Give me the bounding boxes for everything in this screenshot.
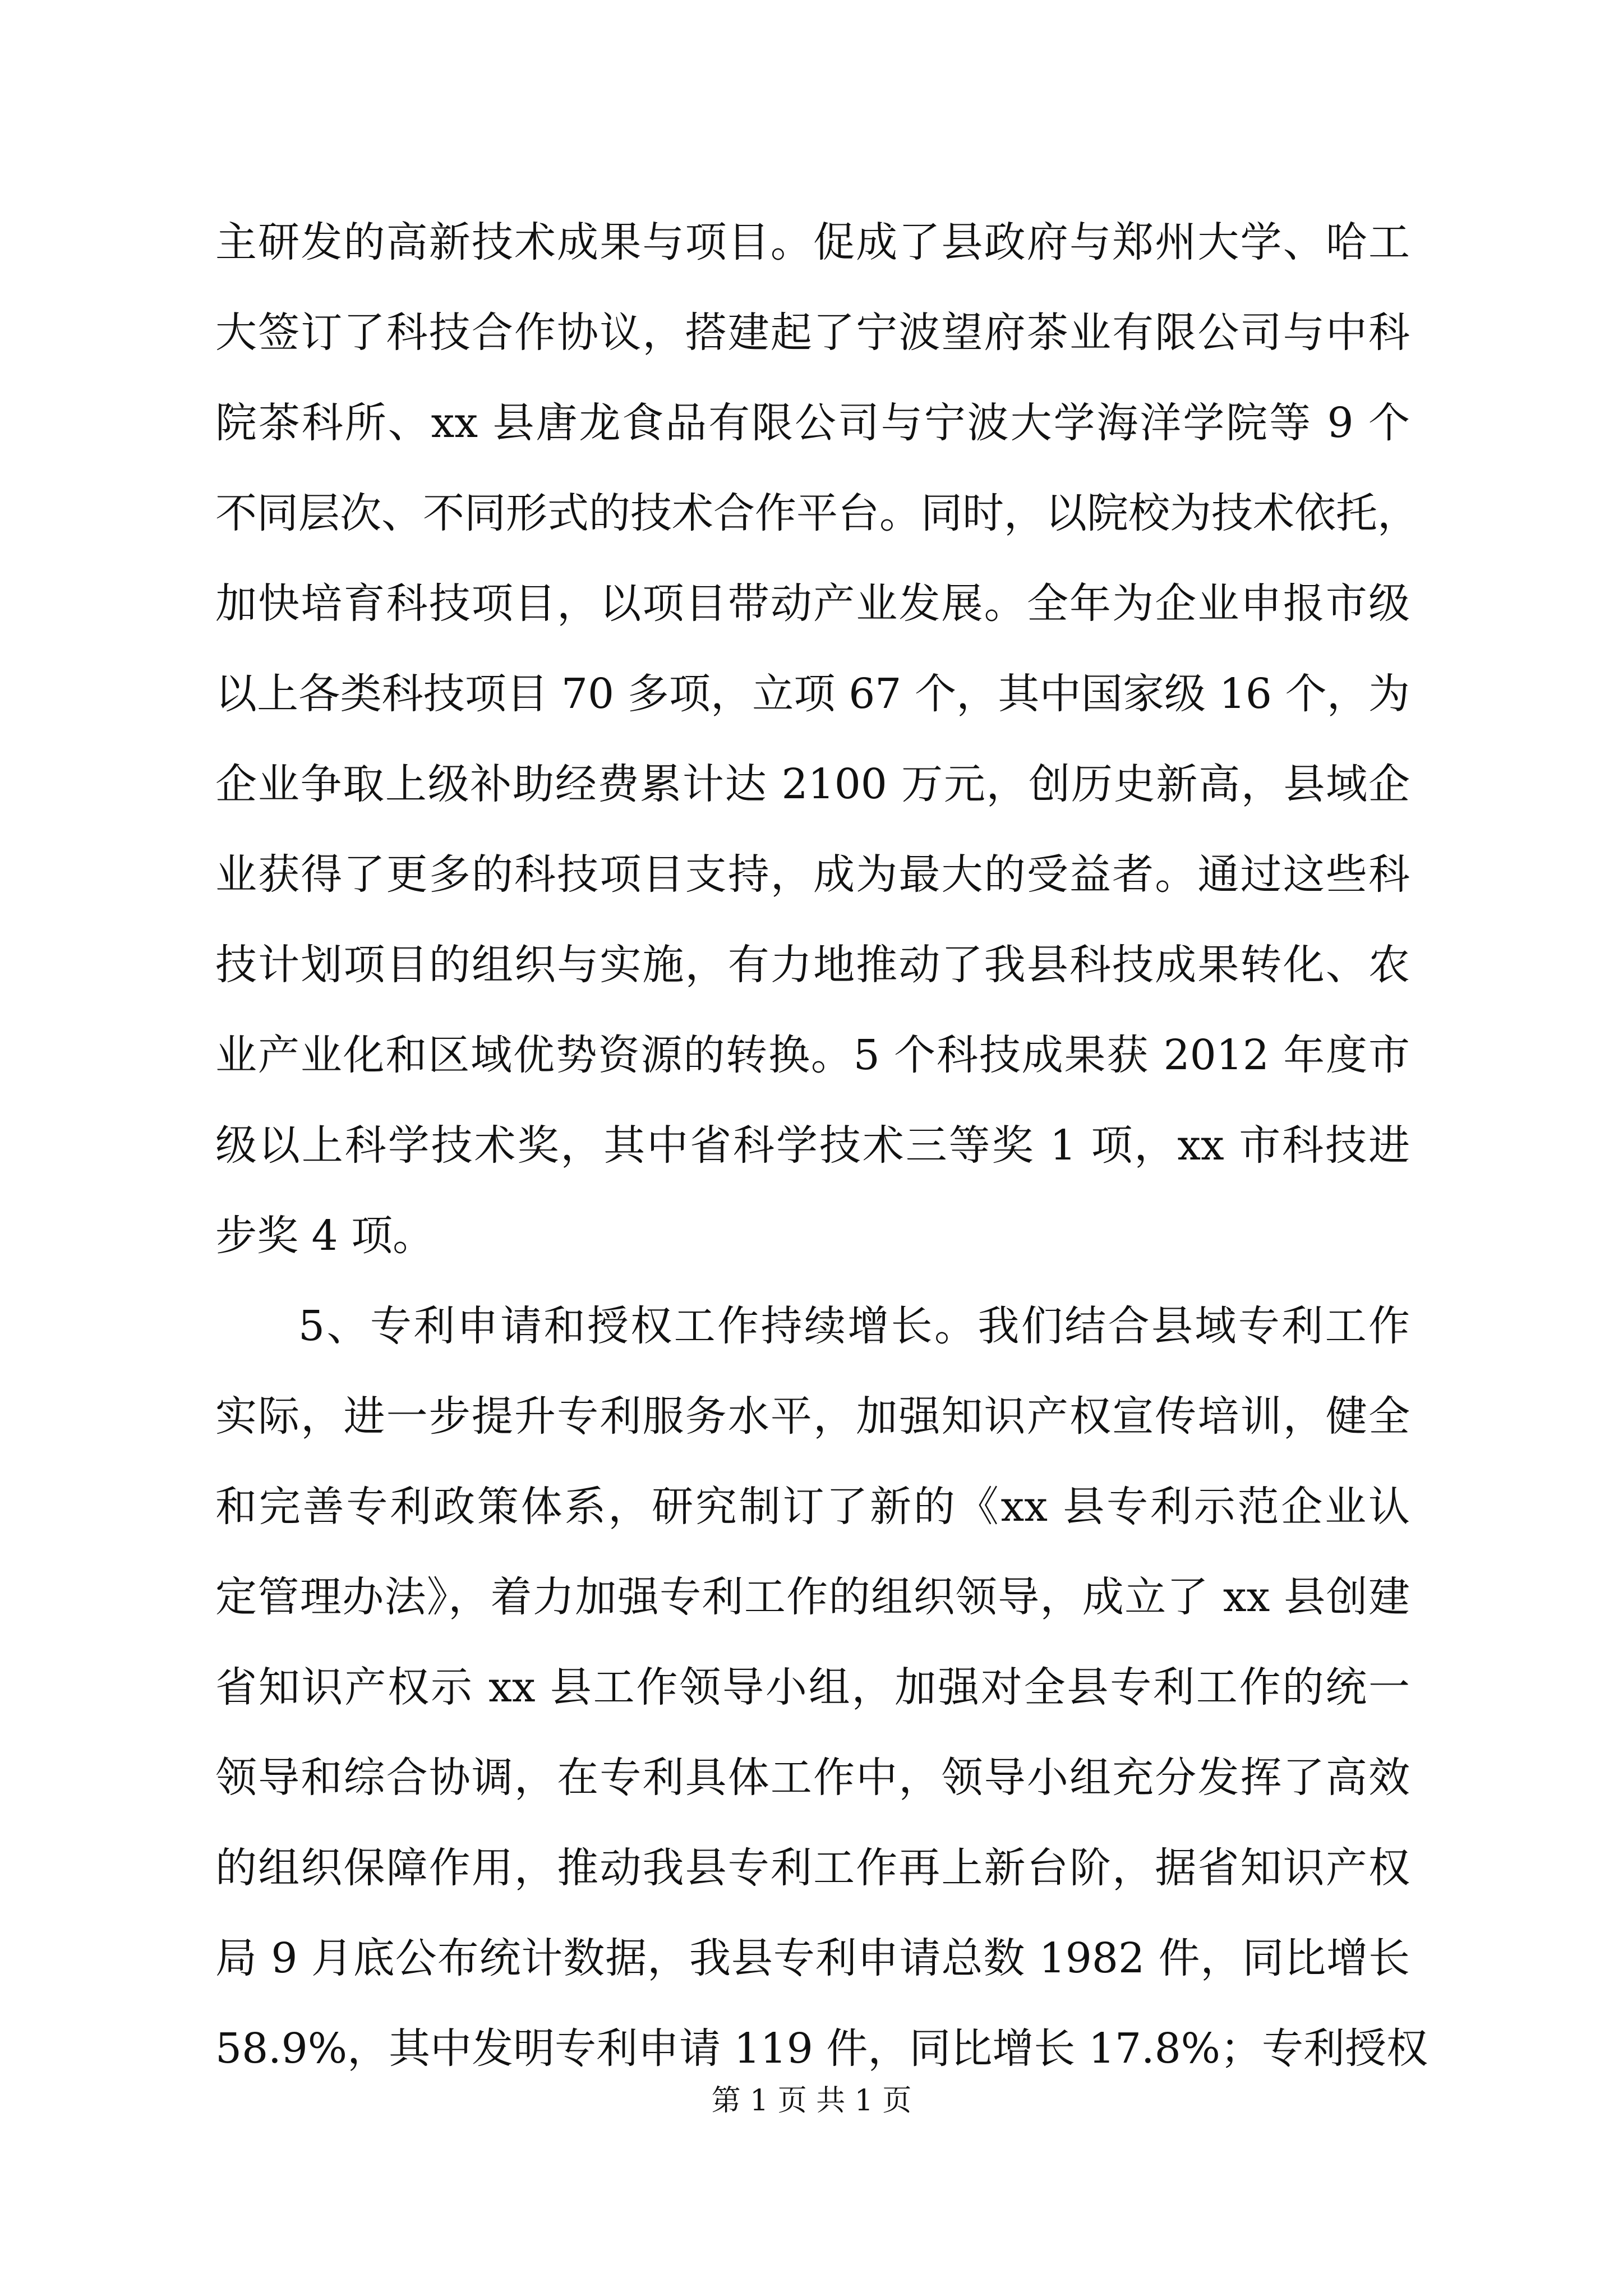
- text-line: 领导和综合协调，在专利具体工作中，领导小组充分发挥了高效: [215, 1754, 1410, 1802]
- text-line: 步奖 4 项。: [215, 1212, 435, 1260]
- text-line: 的组织保障作用，推动我县专利工作再上新台阶，据省知识产权: [215, 1844, 1410, 1892]
- page-footer: 第 1 页 共 1 页: [711, 2084, 912, 2118]
- text-line: 主研发的高新技术成果与项目。促成了县政府与郑州大学、哈工: [215, 218, 1410, 266]
- text-line: 局 9 月底公布统计数据，我县专利申请总数 1982 件，同比增长: [215, 1934, 1410, 1982]
- text-line: 业获得了更多的科技项目支持，成为最大的受益者。通过这些科: [215, 850, 1410, 899]
- paragraph-1: [215, 197, 1419, 1281]
- paragraph-2: [215, 1281, 1428, 2094]
- text-line: 院茶科所、xx 县唐龙食品有限公司与宁波大学海洋学院等 9 个: [215, 399, 1410, 447]
- text-line: 业产业化和区域优势资源的转换。5 个科技成果获 2012 年度市: [215, 1031, 1410, 1079]
- text-line: 5、专利申请和授权工作持续增长。我们结合县域专利工作: [298, 1302, 1410, 1350]
- text-line: 不同层次、不同形式的技术合作平台。同时，以院校为技术依托，: [215, 489, 1419, 537]
- text-line: 实际，进一步提升专利服务水平，加强知识产权宣传培训，健全: [215, 1392, 1410, 1441]
- text-line: 企业争取上级补助经费累计达 2100 万元，创历史新高，县域企: [215, 760, 1410, 808]
- text-line: 加快培育科技项目，以项目带动产业发展。全年为企业申报市级: [215, 579, 1410, 628]
- text-line: 技计划项目的组织与实施，有力地推动了我县科技成果转化、农: [215, 941, 1410, 989]
- text-line: 以上各类科技项目 70 多项，立项 67 个，其中国家级 16 个，为: [215, 670, 1410, 718]
- text-line: 级以上科学技术奖，其中省科学技术三等奖 1 项，xx 市科技进: [215, 1121, 1410, 1170]
- document-body: [215, 197, 1428, 2094]
- text-line: 和完善专利政策体系，研究制订了新的《xx 县专利示范企业认: [215, 1483, 1410, 1531]
- text-line: 大签订了科技合作协议，搭建起了宁波望府茶业有限公司与中科: [215, 309, 1410, 357]
- text-line: 58.9%，其中发明专利申请 119 件，同比增长 17.8%；专利授权: [215, 2024, 1428, 2073]
- text-line: 定管理办法》，着力加强专利工作的组织领导，成立了 xx 县创建: [215, 1573, 1410, 1621]
- text-line: 省知识产权示 xx 县工作领导小组，加强对全县专利工作的统一: [215, 1663, 1410, 1711]
